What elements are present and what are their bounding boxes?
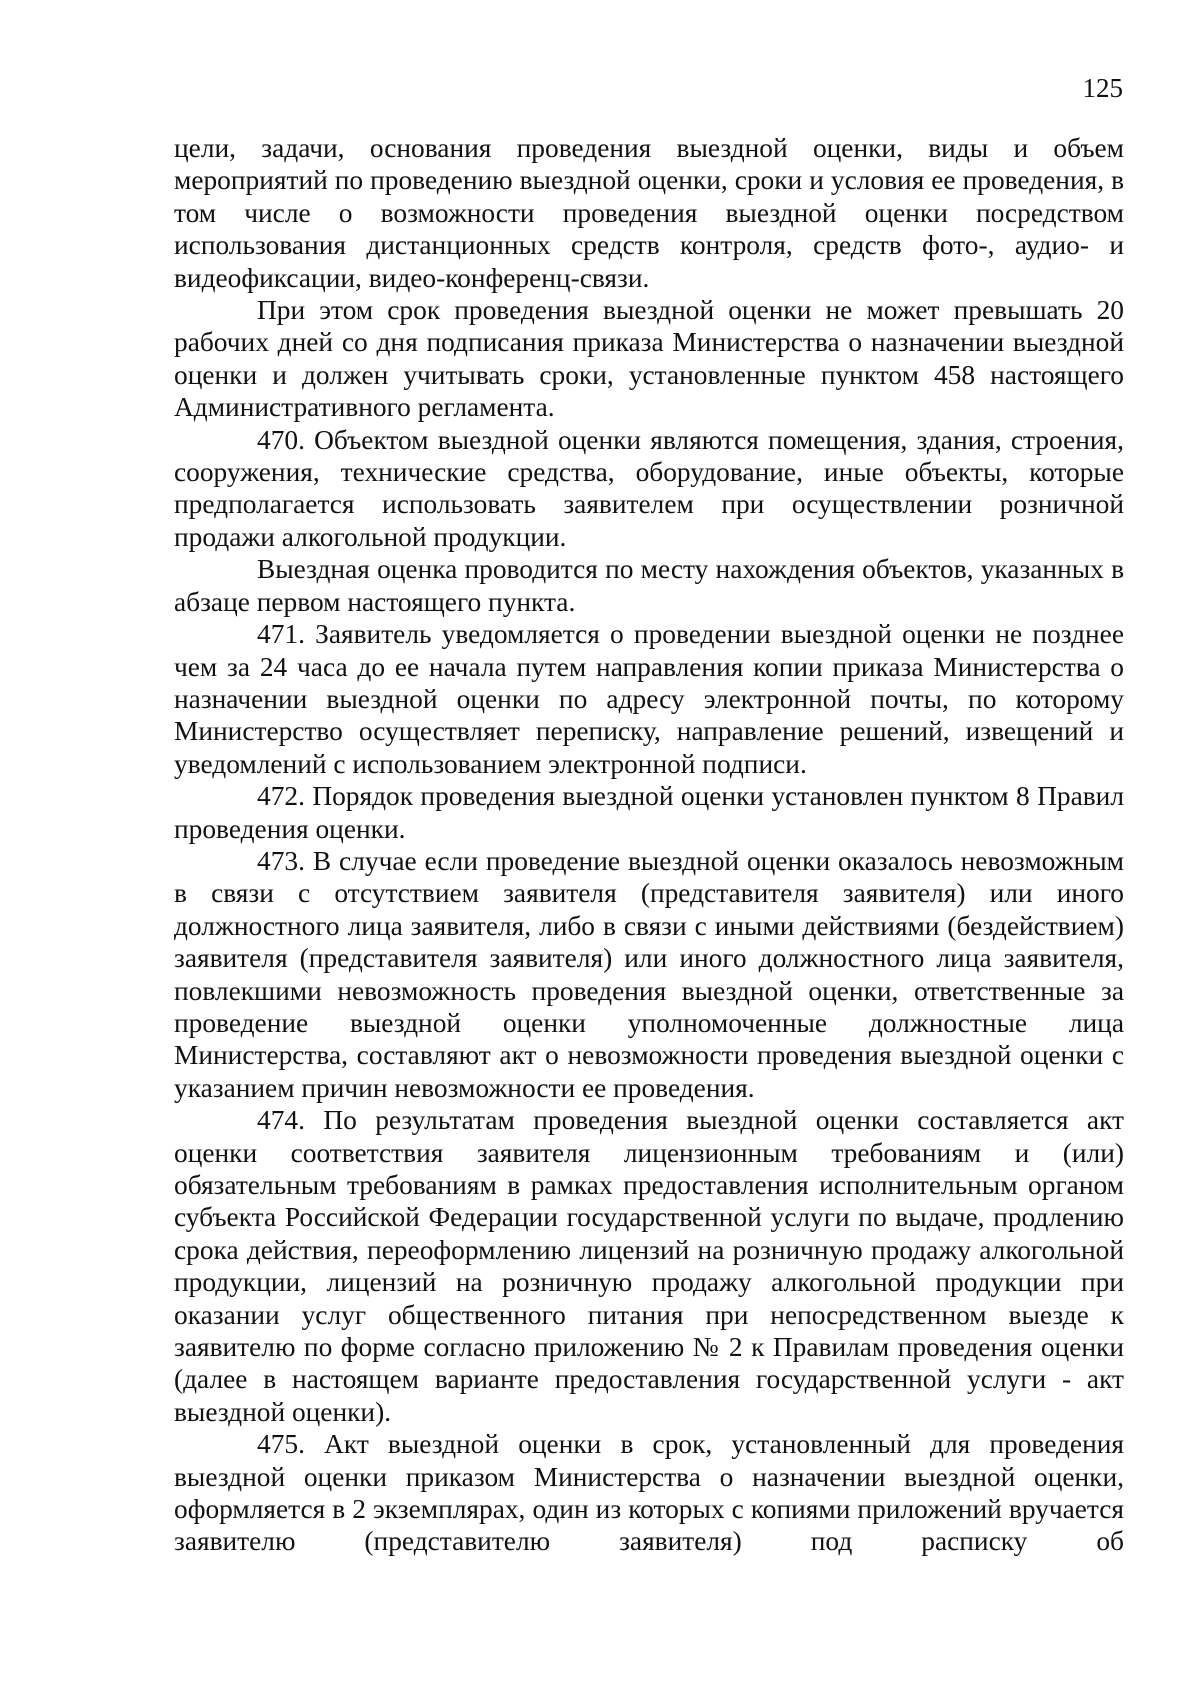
document-body bbox=[174, 132, 1124, 1558]
paragraph-475: 475. Акт выездной оценки в срок, установленный для проведения выездной оценки приказом Министерства о назначении выездной оценки, оформляется в 2 экземплярах, один из которых с копиями приложений вручается заявителю (представителю заявителя) под расписку об bbox=[174, 1429, 1124, 1557]
paragraph-continuation: цели, задачи, основания проведения выездной оценки, виды и объем мероприятий по проведению выездной оценки, сроки и условия ее проведения, в том числе о возможности проведения выездной оценки посредством использования дистанционных средств контроля, средств фото-, аудио- и видеофиксации, видео-конференц-связи. bbox=[174, 133, 1124, 293]
page-number: 125 bbox=[1082, 73, 1123, 103]
paragraph-472: 472. Порядок проведения выездной оценки установлен пунктом 8 Правил проведения оценки. bbox=[174, 781, 1124, 844]
paragraph-470: 470. Объектом выездной оценки являются помещения, здания, строения, сооружения, технические средства, оборудование, иные объекты, которые предполагается использовать заявителем при осуществлении розничной продажи алкогольной продукции. bbox=[174, 424, 1124, 552]
paragraph-474: 474. По результатам проведения выездной оценки составляется акт оценки соответствия заявителя лицензионным требованиям и (или) обязательным требованиям в рамках предоставления исполнительным органом субъекта Российской Федерации государственной услуги по выдаче, продлению срока действия, переоформлению лицензий на розничную продажу алкогольной продукции, лицензий на розничную продажу алкогольной продукции при оказании услуг общественного питания при непосредственном выезде к заявителю по форме согласно приложению № 2 к Правилам проведения оценки (далее в настоящем варианте предоставления государственной услуги - акт выездной оценки). bbox=[174, 1105, 1124, 1427]
paragraph-470-location: Выездная оценка проводится по месту нахождения объектов, указанных в абзаце первом настоящего пункта. bbox=[174, 554, 1124, 617]
paragraph-term-limit: При этом срок проведения выездной оценки не может превышать 20 рабочих дней со дня подписания приказа Министерства о назначении выездной оценки и должен учитывать сроки, установленные пунктом 458 настоящего Административного регламента. bbox=[174, 295, 1124, 423]
paragraph-473: 473. В случае если проведение выездной оценки оказалось невозможным в связи с отсутствием заявителя (представителя заявителя) или иного должностного лица заявителя, либо в связи с иными действиями (бездействием) заявителя (представителя заявителя) или иного должностного лица заявителя, повлекшими невозможность проведения выездной оценки, ответственные за проведение выездной оценки уполномоченные должностные лица Министерства, составляют акт о невозможности проведения выездной оценки с указанием причин невозможности ее проведения. bbox=[174, 845, 1124, 1103]
paragraph-471: 471. Заявитель уведомляется о проведении выездной оценки не позднее чем за 24 часа до ее начала путем направления копии приказа Министерства о назначении выездной оценки по адресу электронной почты, по которому Министерство осуществляет переписку, направление решений, извещений и уведомлений с использованием электронной подписи. bbox=[174, 619, 1124, 779]
